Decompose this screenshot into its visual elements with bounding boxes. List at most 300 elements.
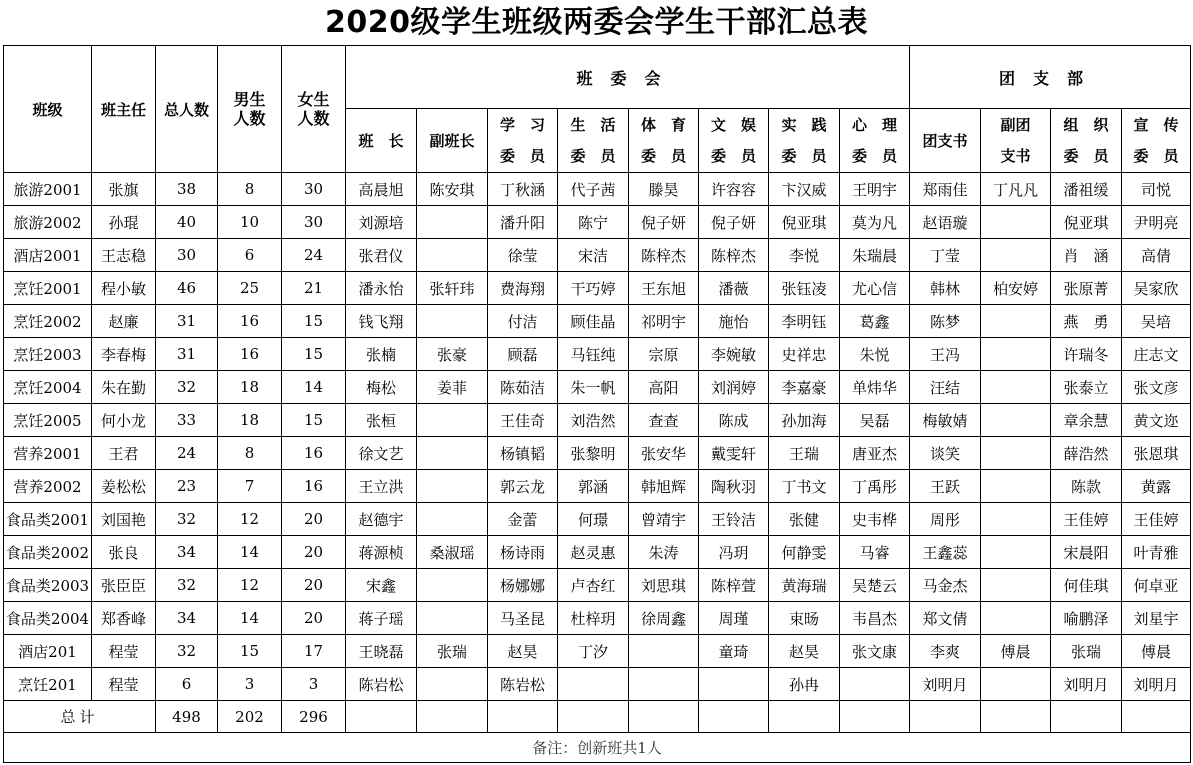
committee-role-header-line: 委 员 — [852, 146, 898, 165]
count-cell: 24 — [282, 239, 346, 272]
cadre-cell: 丁秋涵 — [488, 173, 558, 206]
cadre-cell: 张健 — [769, 503, 840, 536]
cadre-cell — [629, 668, 699, 701]
cadre-cell: 王东旭 — [629, 272, 699, 305]
cadre-cell — [981, 668, 1051, 701]
count-cell: 24 — [156, 437, 218, 470]
cadre-cell: 张桓 — [346, 404, 417, 437]
count-cell: 15 — [282, 338, 346, 371]
class-cell: 食品类2001 — [4, 503, 92, 536]
teacher-cell: 张旗 — [92, 173, 156, 206]
cadre-cell: 郭涵 — [558, 470, 629, 503]
cadre-cell — [417, 668, 488, 701]
count-cell: 16 — [282, 437, 346, 470]
cadre-cell: 汪结 — [910, 371, 981, 404]
cadre-cell: 潘升阳 — [488, 206, 558, 239]
cadre-cell: 马圣昆 — [488, 602, 558, 635]
cadre-cell — [417, 503, 488, 536]
cadre-cell: 钱飞翔 — [346, 305, 417, 338]
cadre-cell: 宋晨阳 — [1051, 536, 1122, 569]
cadre-cell: 杨诗雨 — [488, 536, 558, 569]
cadre-cell: 张瑞 — [1051, 635, 1122, 668]
committee-role-header — [699, 109, 769, 173]
cadre-cell: 何佳琪 — [1051, 569, 1122, 602]
committee-role-header-line: 心 理 — [852, 115, 898, 134]
totals-male: 202 — [218, 701, 282, 733]
cadre-cell: 何静雯 — [769, 536, 840, 569]
cadre-cell: 潘祖缓 — [1051, 173, 1122, 206]
cadre-cell: 史祥忠 — [769, 338, 840, 371]
count-cell: 15 — [282, 305, 346, 338]
cadre-cell: 韩旭辉 — [629, 470, 699, 503]
committee-role-header-line: 委 员 — [499, 146, 545, 165]
cadre-cell: 陶秋羽 — [699, 470, 769, 503]
cadre-cell: 姜菲 — [417, 371, 488, 404]
cadre-cell: 朱涛 — [629, 536, 699, 569]
committee-role-header-line: 实 践 — [781, 115, 827, 134]
cadre-cell: 徐周鑫 — [629, 602, 699, 635]
league-role-header-line: 副团 — [1000, 115, 1031, 134]
committee-role-header-line: 文 娱 — [710, 115, 756, 134]
cadre-cell: 陈梓萱 — [699, 569, 769, 602]
cadre-cell: 张瑞 — [417, 635, 488, 668]
cadre-cell: 单炜华 — [840, 371, 910, 404]
table-row — [4, 206, 1191, 239]
teacher-cell: 王君 — [92, 437, 156, 470]
totals-empty-cell — [699, 701, 769, 733]
cadre-cell: 杜梓玥 — [558, 602, 629, 635]
class-cell: 旅游2002 — [4, 206, 92, 239]
committee-role-header: 副班长 — [417, 109, 488, 173]
totals-total: 498 — [156, 701, 218, 733]
cadre-cell: 顾佳晶 — [558, 305, 629, 338]
cadre-cell: 孙冉 — [769, 668, 840, 701]
totals-female: 296 — [282, 701, 346, 733]
cadre-cell — [417, 404, 488, 437]
cadre-cell: 梅敏婧 — [910, 404, 981, 437]
header-female-line2: 人数 — [297, 109, 330, 128]
cadre-cell — [981, 338, 1051, 371]
cadre-cell: 张安华 — [629, 437, 699, 470]
class-cell: 食品类2003 — [4, 569, 92, 602]
league-role-header-line: 委 员 — [1133, 146, 1179, 165]
count-cell: 25 — [218, 272, 282, 305]
cadre-cell: 司悦 — [1122, 173, 1191, 206]
league-role-header-line: 委 员 — [1063, 146, 1109, 165]
league-role-header-line: 支书 — [1000, 146, 1031, 165]
cadre-cell: 陈梓杰 — [629, 239, 699, 272]
totals-empty-cell — [910, 701, 981, 733]
table-body — [4, 173, 1191, 701]
teacher-cell: 程莹 — [92, 635, 156, 668]
teacher-cell: 朱在勤 — [92, 371, 156, 404]
cadre-cell: 朱一帆 — [558, 371, 629, 404]
count-cell: 32 — [156, 371, 218, 404]
cadre-cell: 陈茹洁 — [488, 371, 558, 404]
cadre-cell: 肖 涵 — [1051, 239, 1122, 272]
cadre-cell — [699, 668, 769, 701]
table-row — [4, 338, 1191, 371]
cadre-cell: 徐文艺 — [346, 437, 417, 470]
committee-role-header-line: 委 员 — [570, 146, 616, 165]
cadre-cell: 吴培 — [1122, 305, 1191, 338]
cadre-cell: 查查 — [629, 404, 699, 437]
cadre-cell: 高晨旭 — [346, 173, 417, 206]
class-cell: 烹饪2003 — [4, 338, 92, 371]
cadre-cell: 张钰凌 — [769, 272, 840, 305]
count-cell: 12 — [218, 503, 282, 536]
cadre-cell — [981, 503, 1051, 536]
cadre-cell: 庄志文 — [1122, 338, 1191, 371]
cadre-cell: 傅晨 — [1122, 635, 1191, 668]
class-cell: 烹饪2005 — [4, 404, 92, 437]
cadre-cell: 尹明亮 — [1122, 206, 1191, 239]
count-cell: 18 — [218, 404, 282, 437]
cadre-cell — [417, 305, 488, 338]
cadre-cell: 高阳 — [629, 371, 699, 404]
teacher-cell: 张良 — [92, 536, 156, 569]
page-title: 2020级学生班级两委会学生干部汇总表 — [325, 5, 868, 40]
committee-role-header-line: 生 活 — [570, 115, 616, 134]
cadre-cell: 谈笑 — [910, 437, 981, 470]
count-cell: 21 — [282, 272, 346, 305]
count-cell: 16 — [218, 305, 282, 338]
league-role-header-line: 组 织 — [1063, 115, 1109, 134]
count-cell: 23 — [156, 470, 218, 503]
league-role-header — [1051, 109, 1122, 173]
cadre-cell: 陈岩松 — [346, 668, 417, 701]
cadre-cell — [981, 305, 1051, 338]
cadre-cell: 马钰纯 — [558, 338, 629, 371]
count-cell: 6 — [218, 239, 282, 272]
cadre-cell: 张原菁 — [1051, 272, 1122, 305]
table-row — [4, 635, 1191, 668]
cadre-cell: 陈宁 — [558, 206, 629, 239]
cadre-cell — [981, 536, 1051, 569]
class-cell: 烹饪2002 — [4, 305, 92, 338]
cadre-cell: 代子茜 — [558, 173, 629, 206]
cadre-cell: 郭云龙 — [488, 470, 558, 503]
table-row — [4, 404, 1191, 437]
cadre-cell — [629, 635, 699, 668]
totals-empty-cell — [769, 701, 840, 733]
teacher-cell: 姜松松 — [92, 470, 156, 503]
teacher-cell: 李春梅 — [92, 338, 156, 371]
committee-role-header — [769, 109, 840, 173]
table-row — [4, 569, 1191, 602]
cadre-cell: 高倩 — [1122, 239, 1191, 272]
cadre-cell: 倪亚琪 — [769, 206, 840, 239]
count-cell: 30 — [282, 173, 346, 206]
cadre-cell: 张恩琪 — [1122, 437, 1191, 470]
note-text: 备注：创新班共1人 — [4, 733, 1191, 763]
class-cell: 烹饪2001 — [4, 272, 92, 305]
cadre-cell: 史韦桦 — [840, 503, 910, 536]
cadre-cell: 王立洪 — [346, 470, 417, 503]
cadre-cell: 陈安琪 — [417, 173, 488, 206]
cadre-cell: 朱瑞晨 — [840, 239, 910, 272]
count-cell: 46 — [156, 272, 218, 305]
cadre-cell: 张文康 — [840, 635, 910, 668]
count-cell: 17 — [282, 635, 346, 668]
cadre-cell: 蒋子瑶 — [346, 602, 417, 635]
cadre-cell: 干巧婷 — [558, 272, 629, 305]
committee-role-header-line: 委 员 — [781, 146, 827, 165]
table-row — [4, 470, 1191, 503]
count-cell: 16 — [282, 470, 346, 503]
cadre-cell: 陈岩松 — [488, 668, 558, 701]
count-cell: 20 — [282, 569, 346, 602]
league-role-header-line: 宣 传 — [1133, 115, 1179, 134]
table-row — [4, 602, 1191, 635]
cadre-cell — [981, 602, 1051, 635]
count-cell: 33 — [156, 404, 218, 437]
count-cell: 8 — [218, 437, 282, 470]
totals-empty-cell — [629, 701, 699, 733]
count-cell: 15 — [282, 404, 346, 437]
cadre-cell: 祁明宇 — [629, 305, 699, 338]
cadre-cell: 李嘉豪 — [769, 371, 840, 404]
cadre-cell: 刘思琪 — [629, 569, 699, 602]
cadre-cell: 王鑫蕊 — [910, 536, 981, 569]
count-cell: 30 — [156, 239, 218, 272]
teacher-cell: 何小龙 — [92, 404, 156, 437]
cadre-cell: 吴楚云 — [840, 569, 910, 602]
committee-role-header — [488, 109, 558, 173]
teacher-cell: 王志稳 — [92, 239, 156, 272]
cadre-cell — [981, 470, 1051, 503]
teacher-cell: 程小敏 — [92, 272, 156, 305]
cadre-cell — [840, 668, 910, 701]
cadre-cell: 李悦 — [769, 239, 840, 272]
class-cell: 旅游2001 — [4, 173, 92, 206]
cadre-cell — [417, 470, 488, 503]
count-cell: 16 — [218, 338, 282, 371]
teacher-cell: 张臣臣 — [92, 569, 156, 602]
cadre-cell: 束旸 — [769, 602, 840, 635]
class-cell: 烹饪2004 — [4, 371, 92, 404]
header-committee-group: 班委会 — [346, 46, 910, 109]
class-cell: 营养2002 — [4, 470, 92, 503]
league-role-header — [1122, 109, 1191, 173]
cadre-cell — [981, 206, 1051, 239]
count-cell: 15 — [218, 635, 282, 668]
cadre-cell: 喻鹏泽 — [1051, 602, 1122, 635]
count-cell: 31 — [156, 305, 218, 338]
cadre-cell: 杨镇韬 — [488, 437, 558, 470]
cadre-cell: 张楠 — [346, 338, 417, 371]
cadre-cell: 王跃 — [910, 470, 981, 503]
class-cell: 营养2001 — [4, 437, 92, 470]
cadre-cell: 潘薇 — [699, 272, 769, 305]
cadre-cell: 张泰立 — [1051, 371, 1122, 404]
cadre-cell: 倪子妍 — [629, 206, 699, 239]
cadre-cell — [417, 602, 488, 635]
cadre-cell: 周彤 — [910, 503, 981, 536]
class-cell: 酒店201 — [4, 635, 92, 668]
cadre-cell: 张君仪 — [346, 239, 417, 272]
cadre-cell: 张黎明 — [558, 437, 629, 470]
cadre-cell: 朱悦 — [840, 338, 910, 371]
table-row — [4, 173, 1191, 206]
committee-role-header-line: 委 员 — [710, 146, 756, 165]
totals-empty-cell — [488, 701, 558, 733]
totals-empty-cell — [417, 701, 488, 733]
cadre-cell: 何卓亚 — [1122, 569, 1191, 602]
totals-empty-cell — [981, 701, 1051, 733]
league-role-header — [981, 109, 1051, 173]
cadre-cell: 陈梦 — [910, 305, 981, 338]
cadre-cell: 尤心信 — [840, 272, 910, 305]
count-cell: 40 — [156, 206, 218, 239]
cadre-cell: 叶青雅 — [1122, 536, 1191, 569]
cadre-cell: 丁凡凡 — [981, 173, 1051, 206]
cadre-cell: 葛鑫 — [840, 305, 910, 338]
cadre-cell: 刘润婷 — [699, 371, 769, 404]
header-row-groups — [4, 46, 1191, 109]
count-cell: 34 — [156, 602, 218, 635]
totals-empty-cell — [1051, 701, 1122, 733]
header-total: 总人数 — [156, 46, 218, 173]
header-teacher: 班主任 — [92, 46, 156, 173]
table-row — [4, 503, 1191, 536]
count-cell: 31 — [156, 338, 218, 371]
cadre-cell: 付洁 — [488, 305, 558, 338]
committee-role-header-line: 学 习 — [499, 115, 545, 134]
count-cell: 8 — [218, 173, 282, 206]
count-cell: 20 — [282, 503, 346, 536]
table-row — [4, 305, 1191, 338]
cadre-cell: 丁莹 — [910, 239, 981, 272]
count-cell: 20 — [282, 536, 346, 569]
totals-label: 总计 — [4, 701, 156, 733]
cadre-cell — [417, 239, 488, 272]
count-cell: 14 — [218, 602, 282, 635]
cadre-cell: 张文彦 — [1122, 371, 1191, 404]
cadre-cell: 傅晨 — [981, 635, 1051, 668]
cadre-cell: 王冯 — [910, 338, 981, 371]
cadre-cell: 刘明月 — [1122, 668, 1191, 701]
header-male-line1: 男生 — [233, 90, 266, 109]
cadre-cell: 冯玥 — [699, 536, 769, 569]
cadre-cell: 赵昊 — [488, 635, 558, 668]
cadre-cell: 顾磊 — [488, 338, 558, 371]
table-row — [4, 668, 1191, 701]
count-cell: 14 — [218, 536, 282, 569]
cadre-cell: 张轩玮 — [417, 272, 488, 305]
cadre-cell: 童琦 — [699, 635, 769, 668]
totals-empty-cell — [346, 701, 417, 733]
header-female-line1: 女生 — [297, 90, 330, 109]
cadre-cell — [981, 569, 1051, 602]
table-row — [4, 437, 1191, 470]
cadre-cell: 蒋源桢 — [346, 536, 417, 569]
cadre-cell: 孙加海 — [769, 404, 840, 437]
cadre-cell: 刘星宇 — [1122, 602, 1191, 635]
cadre-cell: 宗原 — [629, 338, 699, 371]
cadre-cell: 陈梓杰 — [699, 239, 769, 272]
cadre-cell: 赵灵惠 — [558, 536, 629, 569]
header-league-group: 团支部 — [910, 46, 1191, 109]
cadre-cell: 吴磊 — [840, 404, 910, 437]
count-cell: 32 — [156, 635, 218, 668]
cadre-cell: 何璟 — [558, 503, 629, 536]
cadre-cell: 刘浩然 — [558, 404, 629, 437]
cadre-cell: 潘永怡 — [346, 272, 417, 305]
cadre-cell: 李明钰 — [769, 305, 840, 338]
cadre-cell: 赵语璇 — [910, 206, 981, 239]
cadre-cell: 郑文倩 — [910, 602, 981, 635]
note-row — [4, 733, 1191, 763]
cadre-cell: 徐莹 — [488, 239, 558, 272]
cadre-cell: 戴雯轩 — [699, 437, 769, 470]
cadre-cell: 费海翔 — [488, 272, 558, 305]
class-cell: 食品类2004 — [4, 602, 92, 635]
header-male-line2: 人数 — [233, 109, 266, 128]
cadre-cell — [417, 569, 488, 602]
cadre-cell: 杨娜娜 — [488, 569, 558, 602]
cadre-cell: 黄海瑞 — [769, 569, 840, 602]
cadre-summary-table — [3, 45, 1191, 763]
count-cell: 14 — [282, 371, 346, 404]
cadre-cell: 薛浩然 — [1051, 437, 1122, 470]
count-cell: 12 — [218, 569, 282, 602]
table-row — [4, 239, 1191, 272]
cadre-cell — [417, 206, 488, 239]
cadre-cell: 宋鑫 — [346, 569, 417, 602]
count-cell: 30 — [282, 206, 346, 239]
cadre-cell: 燕 勇 — [1051, 305, 1122, 338]
cadre-cell: 梅松 — [346, 371, 417, 404]
cadre-cell: 丁禹彤 — [840, 470, 910, 503]
totals-empty-cell — [558, 701, 629, 733]
cadre-cell: 王明宇 — [840, 173, 910, 206]
committee-role-header-line: 委 员 — [640, 146, 686, 165]
committee-role-header — [629, 109, 699, 173]
cadre-cell: 丁汐 — [558, 635, 629, 668]
cadre-cell — [981, 239, 1051, 272]
cadre-cell: 唐亚杰 — [840, 437, 910, 470]
cadre-cell: 卢杏红 — [558, 569, 629, 602]
cadre-cell: 黄露 — [1122, 470, 1191, 503]
cadre-cell: 周瑾 — [699, 602, 769, 635]
cadre-cell: 王佳婷 — [1051, 503, 1122, 536]
cadre-cell: 韩林 — [910, 272, 981, 305]
cadre-cell: 黄文迩 — [1122, 404, 1191, 437]
teacher-cell: 刘国艳 — [92, 503, 156, 536]
cadre-cell: 王晓磊 — [346, 635, 417, 668]
cadre-cell: 许瑞冬 — [1051, 338, 1122, 371]
cadre-cell: 马睿 — [840, 536, 910, 569]
cadre-cell — [558, 668, 629, 701]
cadre-cell — [981, 437, 1051, 470]
class-cell: 食品类2002 — [4, 536, 92, 569]
committee-role-header — [840, 109, 910, 173]
totals-empty-cell — [1122, 701, 1191, 733]
cadre-cell — [981, 371, 1051, 404]
cadre-cell: 桑淑瑶 — [417, 536, 488, 569]
teacher-cell: 孙琨 — [92, 206, 156, 239]
cadre-cell: 曾靖宇 — [629, 503, 699, 536]
cadre-cell: 王佳奇 — [488, 404, 558, 437]
count-cell: 32 — [156, 569, 218, 602]
teacher-cell: 程莹 — [92, 668, 156, 701]
cadre-cell: 倪亚琪 — [1051, 206, 1122, 239]
cadre-cell: 许容容 — [699, 173, 769, 206]
cadre-cell: 章余慧 — [1051, 404, 1122, 437]
cadre-cell: 陈款 — [1051, 470, 1122, 503]
cadre-cell — [417, 437, 488, 470]
